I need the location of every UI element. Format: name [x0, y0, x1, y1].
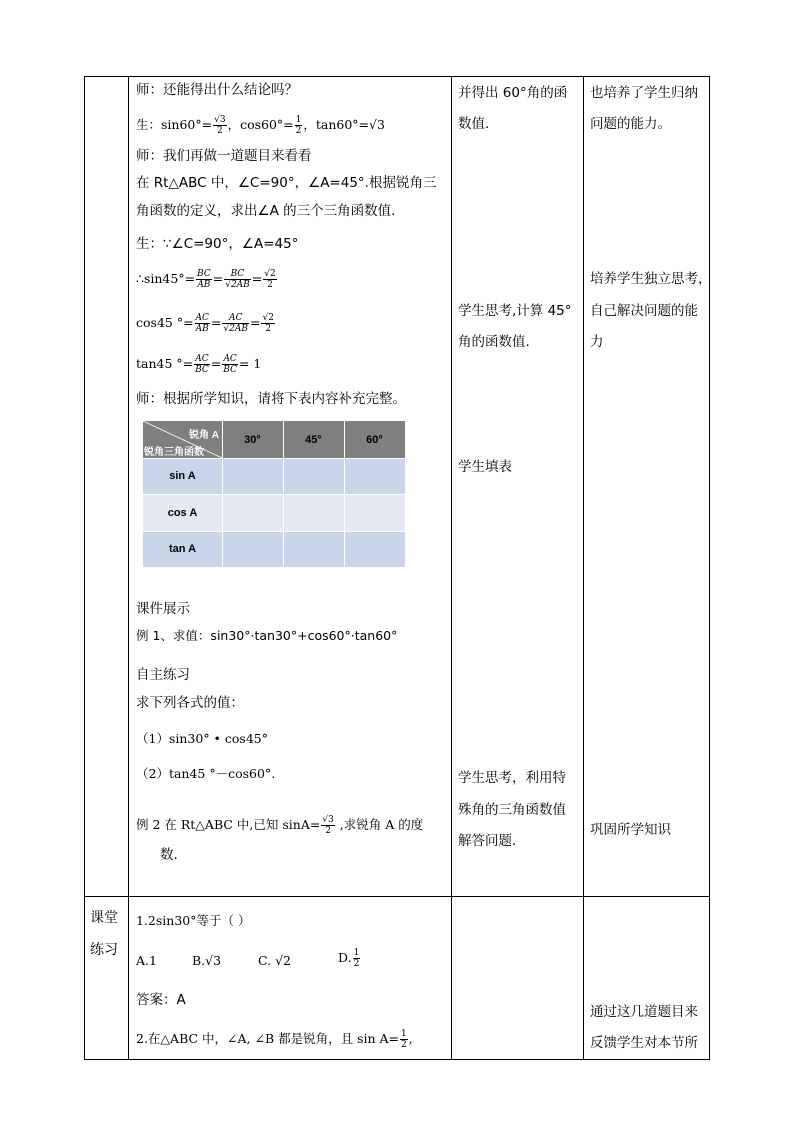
- header-30: 30°: [222, 421, 283, 458]
- header-45: 45°: [283, 421, 344, 458]
- text-segment: 例 2 在 Rt△ABC 中,已知 sinA=: [136, 817, 321, 832]
- practice-1: （1）sin30° • cos45°: [136, 731, 268, 746]
- fraction: [263, 269, 276, 290]
- fraction-num: AC: [195, 313, 209, 323]
- row-label-sin: sin A: [143, 458, 222, 494]
- text-segment: ,求锐角 A 的度: [335, 817, 424, 832]
- courseware-heading: 课件展示: [136, 601, 190, 617]
- design-intent-a2: 问题的能力。: [590, 116, 671, 132]
- text-segment: 2.在△ABC 中，∠A, ∠B 都是锐角，且 sin A=: [136, 1031, 400, 1046]
- option-b: B.√3: [192, 953, 222, 968]
- table-corner-cell: [143, 421, 222, 458]
- student-activity-d2: 殊角的三角函数值: [458, 802, 566, 818]
- special-angle-table: [143, 421, 405, 567]
- fraction-num: AC: [222, 313, 249, 324]
- table-border-top: [84, 76, 710, 77]
- option-a: A.1: [136, 953, 157, 968]
- student-activity-d3: 解答问题.: [458, 833, 517, 849]
- section-label-line1: 课堂: [90, 910, 118, 926]
- option-d: [338, 948, 361, 969]
- fraction-den: 2: [265, 324, 272, 334]
- text-segment: ，tan60°=: [303, 117, 370, 132]
- fraction-num: 1: [353, 948, 360, 958]
- section-label-line2: 练习: [90, 942, 118, 958]
- tan45-derivation: tan45 °= $\frac{AC}{BC}$ = $\frac{AC}{BC}$ = 1: [136, 354, 262, 375]
- fraction-num: √3: [214, 115, 226, 125]
- text-segment: = 1: [238, 356, 262, 371]
- student-activity-b2: 角的函数值.: [458, 334, 530, 350]
- fraction-den: √2AB: [225, 280, 250, 290]
- example-2-line2: 数.: [160, 847, 178, 863]
- root-value: √3: [369, 117, 385, 132]
- table-col-divider-2: [451, 76, 452, 1060]
- fraction-den: 2: [267, 280, 273, 290]
- table-col-divider-1: [128, 76, 129, 1060]
- text-segment: 生：sin60°=: [136, 117, 213, 132]
- fraction-den: 2: [401, 1040, 407, 1050]
- exercise-2: [136, 1029, 413, 1050]
- fraction-num: √2: [264, 269, 276, 279]
- fraction: [196, 269, 212, 290]
- row-label-tan: tan A: [143, 531, 222, 567]
- fraction-den: √2AB: [223, 324, 248, 334]
- design-intent-a1: 也培养了学生归纳: [590, 85, 698, 101]
- text-segment: ，cos60°=: [227, 117, 294, 132]
- fraction-num: BC: [224, 269, 251, 280]
- exercise-1-answer: 答案：A: [136, 992, 186, 1008]
- find-values-prompt: 求下列各式的值：: [136, 695, 244, 711]
- teacher-line-1: 师：还能得出什么结论吗？: [136, 82, 298, 98]
- fraction: [295, 115, 303, 136]
- table-separator: [143, 458, 405, 459]
- table-separator: [143, 531, 405, 532]
- example-2: [136, 815, 423, 836]
- row-sin-values: [222, 458, 405, 494]
- text-segment: cos45 °=: [136, 315, 194, 330]
- fraction: [222, 354, 238, 375]
- option-c: C. √2: [258, 953, 291, 968]
- teacher-line-2: 师：我们再做一道题目来看看: [136, 148, 312, 164]
- fraction-den: 2: [216, 126, 223, 136]
- fraction-num: √3: [322, 815, 334, 825]
- example-1: 例 1、求值：sin30°·tan30°+cos60°·tan60°: [136, 628, 398, 643]
- corner-bottom-label: 锐角三角函数: [144, 447, 204, 458]
- text-segment: D.: [338, 950, 352, 965]
- design-intent-d2: 反馈学生对本节所: [590, 1035, 698, 1051]
- fraction: [224, 269, 251, 290]
- row-label-cos: cos A: [143, 494, 222, 531]
- design-intent-b1: 培养学生独立思考，: [590, 271, 712, 287]
- table-separator: [143, 494, 405, 495]
- student-activity-c1: 学生填表: [458, 459, 512, 475]
- exercise-1: 1.2sin30°等于（ ）: [136, 913, 251, 928]
- fraction: [261, 313, 274, 334]
- corner-top-label: 锐角 A: [189, 430, 219, 441]
- fraction: [213, 115, 226, 136]
- fraction: [321, 815, 334, 836]
- fraction-den: BC: [195, 365, 209, 375]
- problem-line-1: 在 Rt△ABC 中，∠C=90°，∠A=45°.根据锐角三: [136, 175, 437, 191]
- text-segment: ∴sin45°=: [136, 271, 196, 286]
- fraction-num: √2: [262, 313, 274, 323]
- fraction-den: 2: [295, 126, 302, 136]
- fraction-den: 2: [325, 826, 331, 836]
- header-60: 60°: [344, 421, 405, 458]
- fraction-num: 1: [401, 1029, 407, 1039]
- design-intent-b3: 力: [590, 334, 604, 350]
- practice-2: （2）tan45 °－cos60°.: [136, 766, 276, 781]
- fraction-num: AC: [223, 354, 237, 364]
- cos45-derivation: cos45 °= $\frac{AC}{AB}$ = $\frac{AC}{√2AB}$ = $\frac{√2}{2}$: [136, 313, 274, 334]
- design-intent-d1: 通过这几道题目来: [590, 1004, 698, 1020]
- student-activity-d1: 学生思考，利用特: [458, 770, 566, 786]
- table-row-divider: [84, 896, 710, 897]
- sin45-derivation: ∴sin45°= $\frac{BC}{AB}$ = $\frac{BC}{√2AB}$ = $\frac{√2}{2}$: [136, 269, 276, 290]
- student-given: 生：∵∠C=90°，∠A=45°: [136, 236, 299, 252]
- fraction-den: BC: [223, 365, 237, 375]
- fraction: [195, 313, 210, 334]
- fraction-num: BC: [197, 269, 211, 279]
- fraction-den: AB: [195, 324, 209, 334]
- fraction-den: 2: [353, 959, 360, 969]
- fraction-num: 1: [295, 115, 302, 125]
- table-border-bottom: [84, 1059, 710, 1060]
- fraction-num: AC: [195, 354, 209, 364]
- text-segment: tan45 °=: [136, 356, 194, 371]
- fraction-den: AB: [197, 280, 211, 290]
- design-intent-c1: 巩固所学知识: [590, 822, 671, 838]
- fraction: [400, 1029, 408, 1050]
- table-border-right: [709, 76, 710, 1060]
- design-intent-b2: 自己解决问题的能: [590, 303, 698, 319]
- fraction: [222, 313, 249, 334]
- fraction: [194, 354, 210, 375]
- student-activity-b1: 学生思考,计算 45°: [458, 303, 572, 319]
- table-border-left: [84, 76, 85, 1060]
- problem-line-2: 角函数的定义，求出∠A 的三个三角函数值.: [136, 203, 396, 219]
- text-segment: ,: [408, 1031, 413, 1046]
- table-col-divider-3: [583, 76, 584, 1060]
- self-practice-heading: 自主练习: [136, 667, 190, 683]
- fraction: [353, 948, 361, 969]
- student-activity-a2: 数值.: [458, 116, 490, 132]
- teacher-line-3: 师：根据所学知识，请将下表内容补充完整。: [136, 391, 406, 407]
- row-tan-values: [222, 531, 405, 567]
- student-activity-a1: 并得出 60°角的函: [458, 85, 568, 101]
- row-cos-values: [222, 494, 405, 531]
- student-answer-60: [136, 115, 385, 136]
